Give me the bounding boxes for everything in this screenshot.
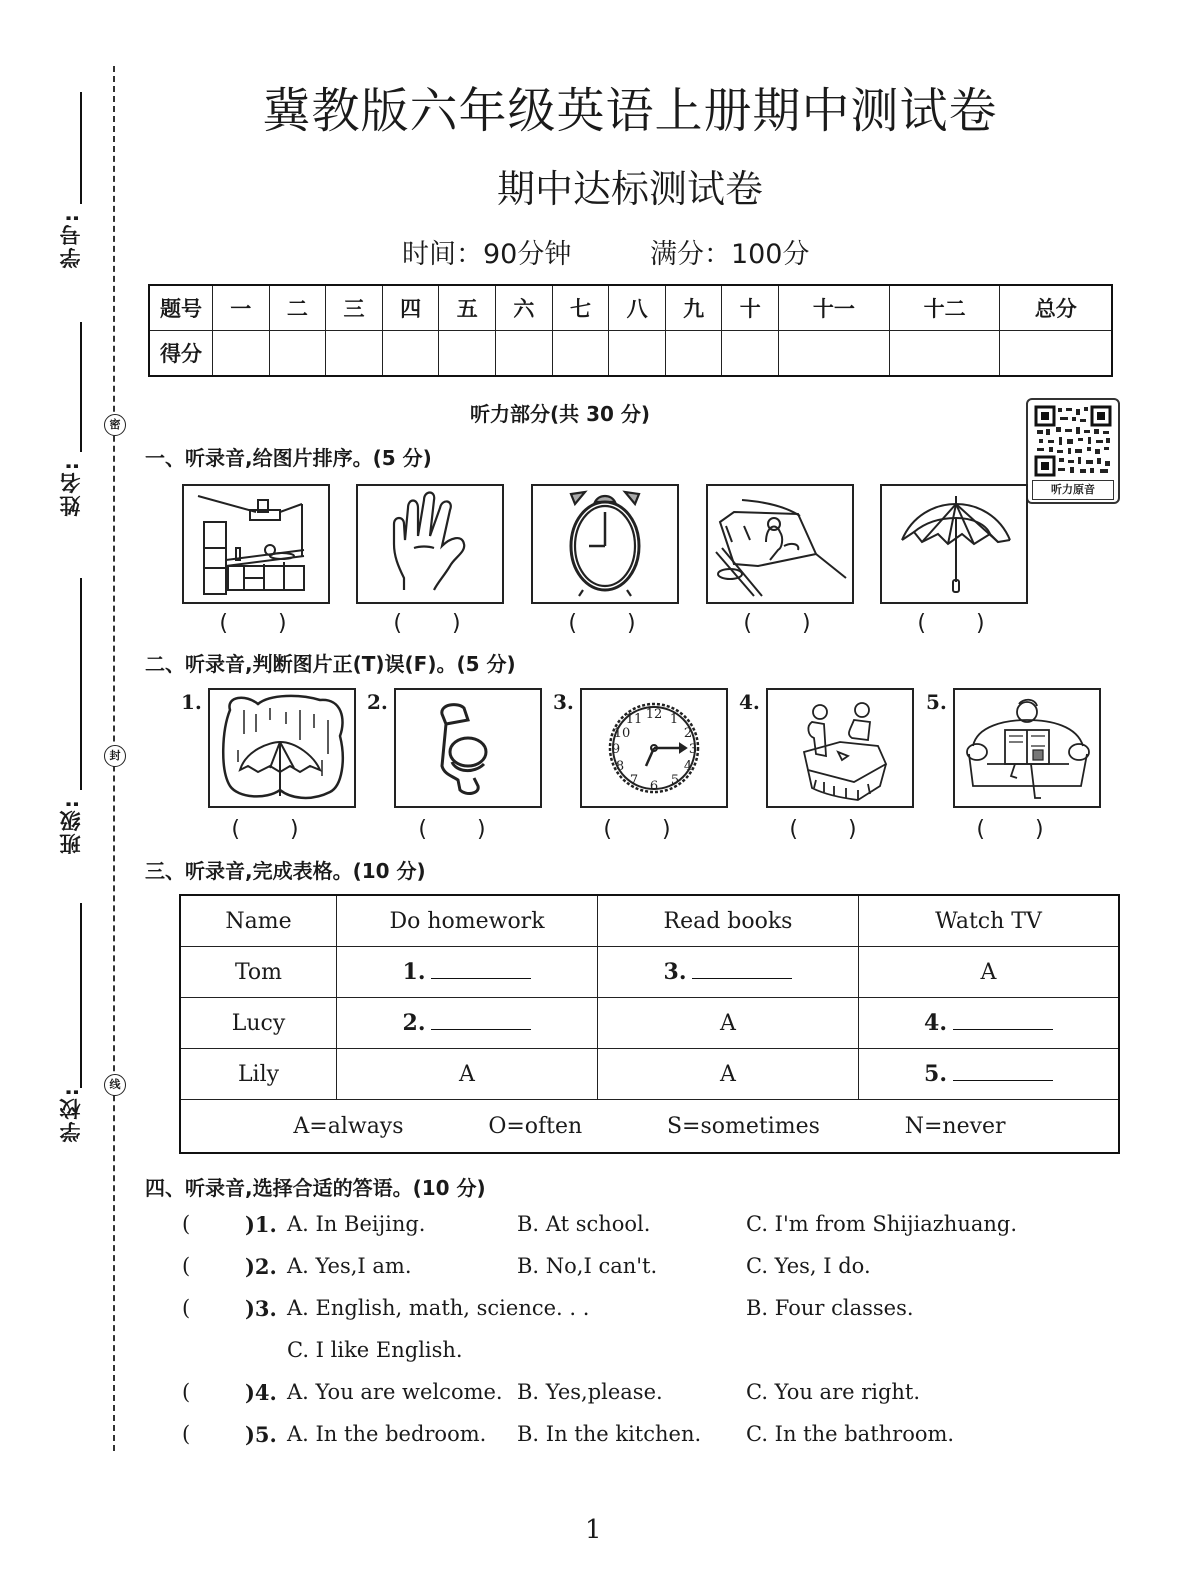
legend-never: N=never (904, 1113, 1006, 1139)
header-name: Name (180, 895, 337, 947)
q4-option-b[interactable]: B. Yes,please. (517, 1380, 663, 1404)
svg-text:12: 12 (645, 707, 663, 722)
score-col: 二 (269, 285, 326, 331)
score-col: 七 (552, 285, 609, 331)
score-col: 四 (382, 285, 439, 331)
q1-option-a[interactable]: A. In Beijing. (287, 1212, 426, 1236)
man-reading-on-sofa-icon (955, 690, 1099, 806)
q5-option-a[interactable]: A. In the bedroom. (287, 1422, 487, 1446)
legend-cell (180, 1100, 1119, 1154)
answer-blank[interactable] (431, 1011, 531, 1030)
answer-blank[interactable] (953, 1062, 1053, 1081)
section2-picture-4 (766, 688, 914, 808)
children-at-table-icon (768, 690, 912, 806)
q5-option-c[interactable]: C. In the bathroom. (746, 1422, 955, 1446)
score-cell[interactable] (665, 331, 722, 377)
answer-cell[interactable] (337, 998, 598, 1049)
q5-number (245, 1422, 277, 1447)
q1-num: )1. (245, 1212, 277, 1237)
score-cell[interactable] (326, 331, 383, 377)
q5-open-paren[interactable]: ( (182, 1422, 191, 1446)
section1-title: 一、听录音,给图片排序。(5 分) (145, 446, 432, 470)
alarm-clock-icon (533, 486, 677, 602)
row-name: Tom (180, 947, 337, 998)
q2-option-a[interactable]: A. Yes,I am. (287, 1254, 412, 1278)
header-do-homework: Do homework (337, 895, 598, 947)
q3-number (245, 1296, 277, 1321)
q4-option-c[interactable]: C. You are right. (746, 1380, 921, 1404)
score-table-score-row (149, 331, 1112, 377)
q2-num: )2. (245, 1254, 277, 1279)
section4-title: 四、听录音,选择合适的答语。(10 分) (145, 1176, 486, 1200)
hand-icon (358, 486, 502, 602)
svg-text:3: 3 (688, 742, 698, 757)
student-id-label: 学号: (59, 212, 83, 269)
section2-answer-blank-2[interactable]: ( ) (418, 817, 488, 842)
header-watch-tv: Watch TV (859, 895, 1120, 947)
blank-number: 3. (663, 959, 687, 985)
table-row (180, 947, 1119, 998)
school-label: 学校: (59, 1086, 83, 1143)
score-cell[interactable] (552, 331, 609, 377)
qr-code-icon (1034, 405, 1112, 477)
q3-option-c[interactable]: C. I like English. (287, 1338, 463, 1362)
score-table (148, 284, 1113, 377)
legend-sometimes: S=sometimes (666, 1113, 820, 1139)
score-cell[interactable] (213, 331, 270, 377)
q1-option-b[interactable]: B. At school. (517, 1212, 651, 1236)
section2-picture-3 (580, 688, 728, 808)
section2-number-1: 1. (181, 690, 202, 714)
q1-option-c[interactable]: C. I'm from Shijiazhuang. (746, 1212, 1018, 1236)
section1-answer-blank-3[interactable]: ( ) (568, 611, 638, 636)
name-line[interactable] (80, 322, 82, 452)
activity-table-header (180, 895, 1119, 947)
answer-cell[interactable] (598, 947, 859, 998)
legend-often: O=often (488, 1113, 583, 1139)
section2-answer-blank-3[interactable]: ( ) (603, 817, 673, 842)
frequency-cell: A (337, 1049, 598, 1100)
score-cell[interactable] (382, 331, 439, 377)
q4-num: )4. (245, 1380, 277, 1405)
svg-text:10: 10 (613, 726, 631, 741)
section2-picture-1 (208, 688, 356, 808)
exam-meta (402, 232, 880, 271)
binding-margin (0, 0, 140, 1570)
answer-cell[interactable] (859, 1049, 1120, 1100)
blank-number: 2. (402, 1010, 426, 1036)
section1-picture-5 (880, 484, 1028, 604)
q4-open-paren[interactable]: ( (182, 1380, 191, 1404)
score-cell[interactable] (779, 331, 890, 377)
q1-open-paren[interactable]: ( (182, 1212, 191, 1236)
q2-open-paren[interactable]: ( (182, 1254, 191, 1278)
page-number: 1 (585, 1515, 602, 1545)
q1-number (245, 1212, 277, 1237)
kitchen-icon (184, 486, 328, 602)
listening-part-title: 听力部分(共 30 分) (470, 402, 651, 426)
q2-option-c[interactable]: C. Yes, I do. (746, 1254, 871, 1278)
class-label: 班级: (59, 798, 83, 855)
section2-answer-blank-4[interactable]: ( ) (789, 817, 859, 842)
score-header: 得分 (149, 331, 213, 377)
q2-number (245, 1254, 277, 1279)
q5-option-b[interactable]: B. In the kitchen. (517, 1422, 702, 1446)
score-cell[interactable] (496, 331, 553, 377)
page-title: 冀教版六年级英语上册期中测试卷 (262, 83, 998, 139)
seal-feng: 封 (104, 745, 126, 767)
frequency-cell: A (598, 998, 859, 1049)
svg-text:1: 1 (669, 712, 679, 727)
score-cell[interactable] (439, 331, 496, 377)
score-col: 九 (665, 285, 722, 331)
header-read-books: Read books (598, 895, 859, 947)
q4-number (245, 1380, 277, 1405)
score-table-header-row (149, 285, 1112, 331)
answer-cell[interactable] (859, 998, 1120, 1049)
table-row (180, 1049, 1119, 1100)
score-col: 十 (722, 285, 779, 331)
score-cell[interactable] (889, 331, 1000, 377)
score-col: 十一 (779, 285, 890, 331)
section2-number-5: 5. (926, 690, 947, 714)
legend-always: A=always (293, 1113, 404, 1139)
score-cell[interactable] (722, 331, 779, 377)
q4-option-a[interactable]: A. You are welcome. (287, 1380, 503, 1404)
section2-answer-blank-1[interactable]: ( ) (231, 817, 301, 842)
section2-number-2: 2. (367, 690, 388, 714)
answer-blank[interactable] (953, 1011, 1053, 1030)
score-col: 十二 (889, 285, 1000, 331)
q3-num: )3. (245, 1296, 277, 1321)
svg-text:5: 5 (670, 773, 680, 788)
section2-picture-2 (394, 688, 542, 808)
q3-option-a[interactable]: A. English, math, science. . . (287, 1296, 590, 1320)
page-subtitle: 期中达标测试卷 (496, 167, 763, 211)
score-cell-total[interactable] (1000, 331, 1112, 377)
question-number-header: 题号 (149, 285, 213, 331)
section2-number-3: 3. (553, 690, 574, 714)
exam-time: 时间：90分钟 (402, 239, 572, 270)
section1-answer-blank-5[interactable]: ( ) (917, 611, 987, 636)
svg-text:8: 8 (615, 759, 625, 774)
driver-car-icon (708, 486, 852, 602)
section1-answer-blank-4[interactable]: ( ) (743, 611, 813, 636)
seal-xian: 线 (104, 1074, 126, 1096)
score-col: 五 (439, 285, 496, 331)
q5-num: )5. (245, 1422, 277, 1447)
score-col: 六 (496, 285, 553, 331)
name-label: 姓名: (59, 460, 83, 517)
section2-picture-5 (953, 688, 1101, 808)
svg-text:7: 7 (629, 773, 639, 788)
score-cell[interactable] (269, 331, 326, 377)
section2-title: 二、听录音,判断图片正(T)误(F)。(5 分) (145, 652, 516, 676)
score-col: 一 (213, 285, 270, 331)
score-col-total: 总分 (1000, 285, 1112, 331)
umbrella-icon (882, 486, 1026, 602)
section1-picture-4 (706, 484, 854, 604)
score-col: 八 (609, 285, 666, 331)
exam-full-score: 满分：100分 (649, 239, 810, 270)
score-col: 三 (326, 285, 383, 331)
answer-blank[interactable] (431, 960, 531, 979)
row-name: Lucy (180, 998, 337, 1049)
class-line[interactable] (80, 578, 82, 790)
svg-text:9: 9 (611, 742, 621, 757)
svg-text:4: 4 (683, 759, 693, 774)
q3-open-paren[interactable]: ( (182, 1296, 191, 1320)
svg-text:6: 6 (649, 779, 659, 794)
section1-answer-blank-2[interactable]: ( ) (393, 611, 463, 636)
frequency-cell: A (598, 1049, 859, 1100)
school-line[interactable] (80, 903, 82, 1088)
section2-number-4: 4. (739, 690, 760, 714)
frequency-cell: A (859, 947, 1120, 998)
section1-answer-blank-1[interactable]: ( ) (219, 611, 289, 636)
qr-code-box[interactable] (1026, 398, 1120, 504)
qr-label: 听力原音 (1032, 480, 1114, 500)
svg-text:2: 2 (683, 726, 693, 741)
q3-option-b[interactable]: B. Four classes. (746, 1296, 914, 1320)
row-name: Lily (180, 1049, 337, 1100)
section3-title: 三、听录音,完成表格。(10 分) (145, 859, 426, 883)
score-cell[interactable] (609, 331, 666, 377)
section1-picture-2 (356, 484, 504, 604)
svg-text:11: 11 (625, 712, 643, 727)
blank-number: 4. (924, 1010, 947, 1036)
answer-blank[interactable] (692, 960, 792, 979)
blank-number: 5. (924, 1061, 947, 1087)
table-row (180, 998, 1119, 1049)
toilet-icon (396, 690, 540, 806)
legend-row (180, 1100, 1119, 1154)
seal-mi: 密 (104, 414, 126, 436)
q2-option-b[interactable]: B. No,I can't. (517, 1254, 658, 1278)
blank-number: 1. (402, 959, 426, 985)
section2-answer-blank-5[interactable]: ( ) (976, 817, 1046, 842)
answer-cell[interactable] (337, 947, 598, 998)
activity-table (179, 894, 1120, 1154)
section1-picture-3 (531, 484, 679, 604)
wall-clock-icon (582, 690, 726, 806)
rain-umbrella-icon (210, 690, 354, 806)
section1-picture-1 (182, 484, 330, 604)
